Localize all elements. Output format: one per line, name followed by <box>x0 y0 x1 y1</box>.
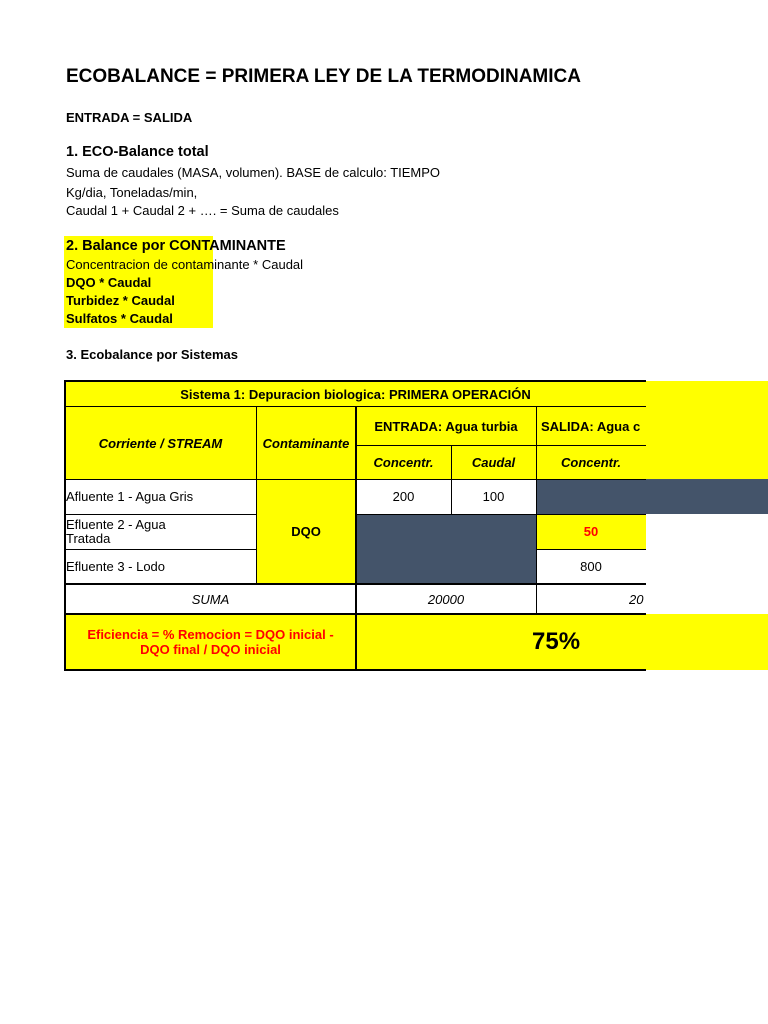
section1-heading: 1. ECO-Balance total <box>66 144 209 160</box>
row2-3-entrada-dark <box>356 514 536 584</box>
row2-stream <box>65 514 256 549</box>
col-contaminante-header: Contaminante <box>256 407 356 479</box>
section1-line-1: Suma de caudales (MASA, volumen). BASE de calculo: TIEMPO <box>66 165 441 180</box>
col-stream-header: Corriente / STREAM <box>65 407 256 479</box>
row1-caudal-in: 100 <box>482 489 505 504</box>
sub-concentr-out: Concentr. <box>536 445 646 479</box>
line-v1 <box>256 407 257 584</box>
line-h4a <box>65 514 256 515</box>
section2-line-1: Concentracion de contaminante * Caudal <box>66 257 304 272</box>
section2-line-3: Turbidez * Caudal <box>66 293 175 308</box>
row2-concentr-out: 50 <box>536 514 646 549</box>
right-strip-yellow-bottom <box>646 614 768 670</box>
entrada-salida-label: ENTRADA = SALIDA <box>66 110 193 125</box>
line-h4b <box>356 514 646 515</box>
line-v4 <box>536 407 537 614</box>
row3-stream: Efluente 3 - Lodo <box>66 559 166 574</box>
row1-concentr-in: 200 <box>392 489 415 504</box>
line-h2 <box>356 445 646 446</box>
suma-entrada: 20000 <box>427 591 465 607</box>
line-v2 <box>355 407 357 671</box>
page-title: ECOBALANCE = PRIMERA LEY DE LA TERMODINAMICA <box>66 66 581 87</box>
contaminante-cell: DQO <box>256 479 356 584</box>
row1-stream: Afluente 1 - Agua Gris <box>66 489 194 504</box>
eficiencia-label: Eficiencia = % Remocion = DQO inicial - DQO final / DQO inicial <box>65 614 356 670</box>
section2-heading: 2. Balance por CONTAMINANTE <box>66 238 286 254</box>
sub-caudal-in: Caudal <box>451 445 536 479</box>
border-top <box>64 380 646 382</box>
eficiencia-value: 75% <box>356 614 646 670</box>
line-h5a <box>65 549 256 550</box>
right-strip-yellow-top <box>646 381 768 479</box>
suma-salida: 20 <box>629 591 644 607</box>
row2-stream-text: Efluente 2 - Agua Tratada <box>66 516 166 546</box>
sub-concentr-in: Concentr. <box>356 445 451 479</box>
system-title-cell: Sistema 1: Depuracion biologica: PRIMERA OPERACIÓN <box>65 381 646 407</box>
entrada-header: ENTRADA: Agua turbia <box>356 407 536 445</box>
section2-line-4: Sulfatos * Caudal <box>66 311 173 326</box>
line-v3 <box>451 445 452 514</box>
right-strip-dark <box>646 479 768 514</box>
section3-heading: 3. Ecobalance por Sistemas <box>66 347 238 362</box>
row1-concentr-out <box>536 479 646 514</box>
border-left <box>64 380 66 671</box>
suma-label: SUMA <box>191 591 230 607</box>
row3-concentr-out: 800 <box>580 559 602 574</box>
section1-line-2: Kg/dia, Toneladas/min, <box>66 185 198 200</box>
section1-line-3: Caudal 1 + Caudal 2 + …. = Suma de caudales <box>66 203 339 218</box>
section2-line-2: DQO * Caudal <box>66 275 152 290</box>
line-h5b <box>536 549 646 550</box>
salida-header: SALIDA: Agua c <box>536 407 646 445</box>
